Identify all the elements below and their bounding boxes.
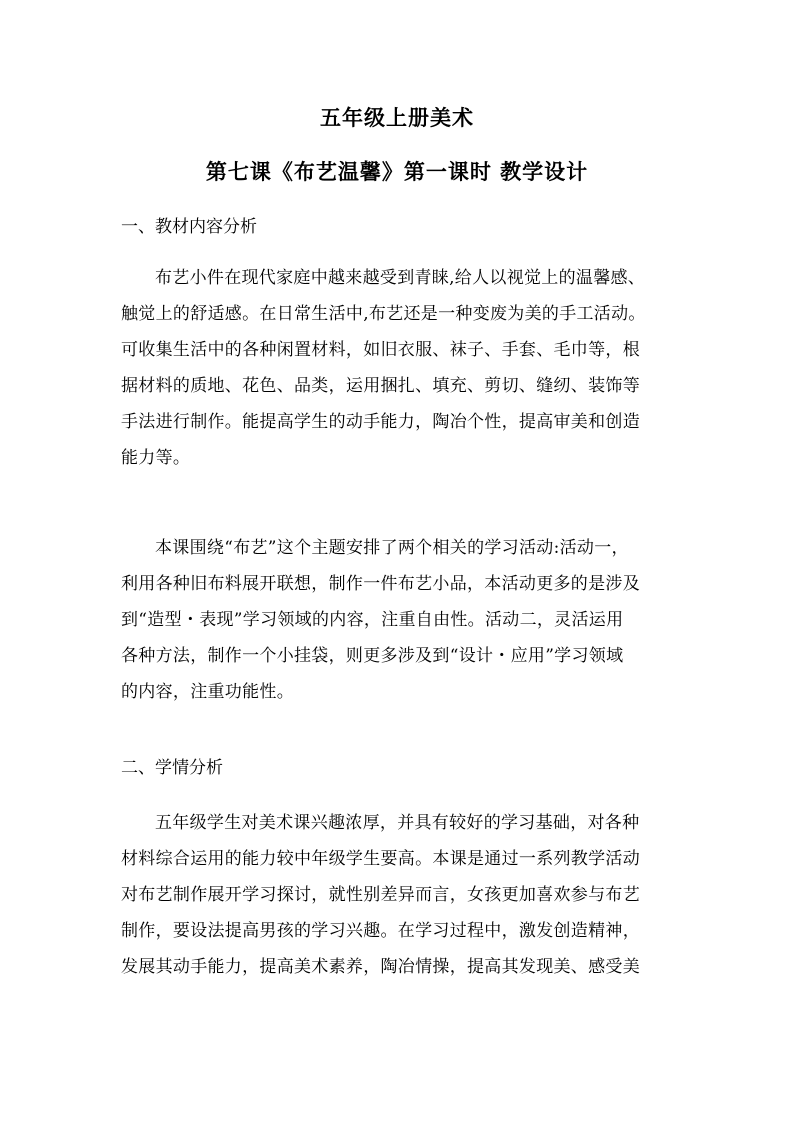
text-line: 各种方法，制作一个小挂袋，则更多涉及到“设计・应用”学习领域 (121, 646, 624, 666)
paragraph-learner-analysis-1 (121, 805, 681, 985)
text-line: 发展其动手能力，提高美术素养，陶冶情操，提高其发现美、感受美 (121, 957, 640, 977)
paragraph-content-analysis-2 (121, 530, 681, 710)
text-line: 利用各种旧布料展开联想，制作一件布艺小品，本活动更多的是涉及 (121, 574, 640, 594)
text-line: 的内容，注重功能性。 (121, 682, 294, 702)
text-line: 到“造型・表现”学习领域的内容，注重自由性。活动二，灵活运用 (121, 610, 624, 630)
text-line: 手法进行制作。能提高学生的动手能力，陶冶个性，提高审美和创造 (121, 412, 640, 432)
section-heading-learner-analysis: 二、学情分析 (121, 758, 223, 778)
document-title: 五年级上册美术 (320, 105, 474, 130)
text-line: 能力等。 (121, 448, 191, 468)
text-line: 本课围绕“布艺”这个主题安排了两个相关的学习活动:活动一， (155, 538, 629, 558)
section-heading-content-analysis: 一、教材内容分析 (121, 217, 257, 237)
text-line: 可收集生活中的各种闲置材料，如旧衣服、袜子、手套、毛巾等，根 (121, 340, 640, 360)
text-line: 制作，要设法提高男孩的学习兴趣。在学习过程中，激发创造精神， (121, 921, 640, 941)
document-subtitle: 第七课《布艺温馨》第一课时 教学设计 (205, 159, 589, 184)
text-line: 据材料的质地、花色、品类，运用捆扎、填充、剪切、缝纫、装饰等 (121, 376, 640, 396)
text-line: 对布艺制作展开学习探讨，就性别差异而言，女孩更加喜欢参与布艺 (121, 885, 640, 905)
paragraph-content-analysis-1 (121, 260, 681, 476)
text-line: 布艺小件在现代家庭中越来越受到青睐,给人以视觉上的温馨感、 (155, 268, 646, 288)
text-line: 触觉上的舒适感。在日常生活中,布艺还是一种变废为美的手工活动。 (121, 304, 646, 324)
text-line: 材料综合运用的能力较中年级学生要高。本课是通过一系列教学活动 (121, 849, 640, 869)
text-line: 五年级学生对美术课兴趣浓厚，并具有较好的学习基础，对各种 (155, 813, 640, 833)
